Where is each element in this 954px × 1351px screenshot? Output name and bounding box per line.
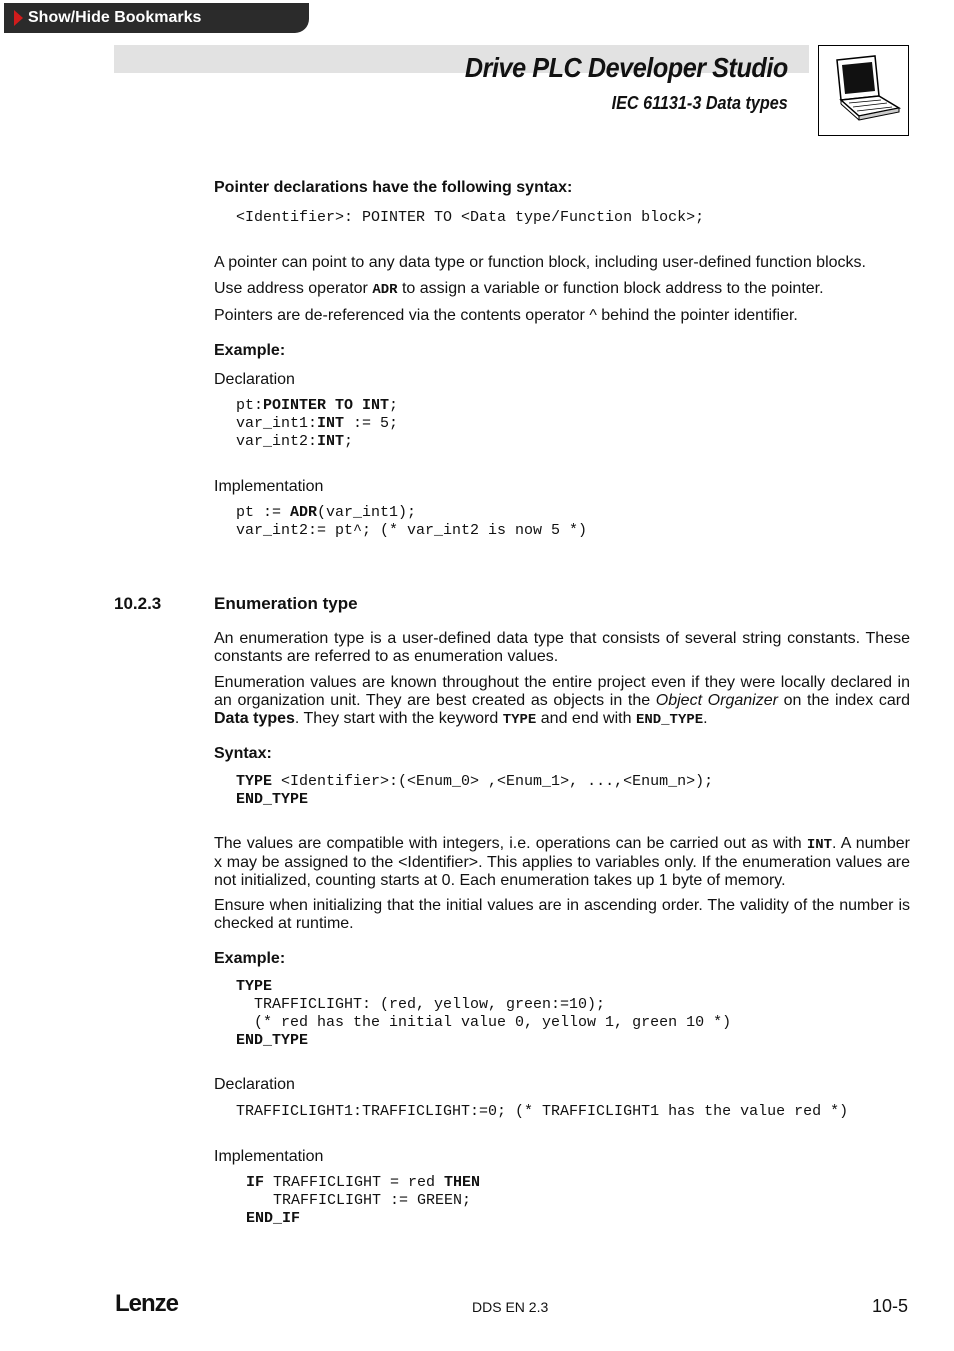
laptop-icon xyxy=(818,45,909,136)
enum-para-2: Enumeration values are known throughout the entire project even if they were locally declared in an organization unit. They are best created as objects in the Object Organizer on the index card Data types. They start with the keyword TYPE and end with END_TYPE. xyxy=(214,674,910,728)
enum-para-4: Ensure when initializing that the initial values are in ascending order. The validity of the number is checked at runtime. xyxy=(214,897,910,932)
enum-example-heading: Example: xyxy=(214,950,286,967)
pointer-declaration-label: Declaration xyxy=(214,371,295,388)
enum-para-1: An enumeration type is a user-defined data type that consists of several string constants. These constants are referred to as enumeration values. xyxy=(214,630,910,665)
code-line: var_int2:INT; xyxy=(236,433,354,450)
section-number: 10.2.3 xyxy=(114,594,162,613)
arrow-right-icon xyxy=(14,10,23,26)
code-line: pt := ADR(var_int1); xyxy=(236,504,417,521)
code-line: END_IF xyxy=(246,1210,301,1227)
enum-declaration-label: Declaration xyxy=(214,1076,295,1093)
pointer-syntax-code: <Identifier>: POINTER TO <Data type/Function block>; xyxy=(236,209,705,226)
enum-example-code xyxy=(236,978,731,1050)
code-line: pt:POINTER TO INT; xyxy=(236,397,399,414)
code-line: END_TYPE xyxy=(236,1032,309,1049)
enum-syntax-code xyxy=(236,773,713,809)
pointer-declaration-code xyxy=(236,397,398,451)
code-line: TRAFFICLIGHT: (red, yellow, green:=10); xyxy=(236,996,606,1013)
code-line: var_int2:= pt^; (* var_int2 is now 5 *) xyxy=(236,522,588,539)
code-line: TRAFFICLIGHT := GREEN; xyxy=(246,1192,472,1209)
pointer-para-3: Pointers are de-referenced via the contents operator ^ behind the pointer identifier. xyxy=(214,307,798,324)
pointer-para-1: A pointer can point to any data type or function block, including user-defined function blocks. xyxy=(214,254,866,271)
pointer-para-2: Use address operator ADR to assign a variable or function block address to the pointer. xyxy=(214,280,824,298)
pointer-implementation-label: Implementation xyxy=(214,478,324,495)
code-line: var_int1:INT := 5; xyxy=(236,415,399,432)
page-title: Drive PLC Developer Studio xyxy=(465,52,788,83)
enum-implementation-code xyxy=(246,1174,480,1228)
page-number: 10-5 xyxy=(871,1296,908,1316)
code-line: TYPE xyxy=(236,978,273,995)
bookmarks-button-label: Show/Hide Bookmarks xyxy=(28,9,202,26)
section-title: Enumeration type xyxy=(214,594,358,613)
page-subtitle: IEC 61131-3 Data types xyxy=(611,93,788,113)
lenze-logo: Lenze xyxy=(115,1290,179,1317)
code-line: TYPE <Identifier>:(<Enum_0> ,<Enum_1>, ...,<Enum_n>); xyxy=(236,773,714,790)
document-id: DDS EN 2.3 xyxy=(472,1299,549,1315)
pointer-syntax-heading: Pointer declarations have the following syntax: xyxy=(214,179,573,196)
enum-para-3: The values are compatible with integers, i.e. operations can be carried out as with INT. A number x may be assigned to the <Identifier>. This applies to variables only. If the enumeration values are not initialized, counting starts at 0. Each enumeration takes up 1 byte of memory. xyxy=(214,835,910,889)
code-line: END_TYPE xyxy=(236,791,309,808)
enum-declaration-code: TRAFFICLIGHT1:TRAFFICLIGHT:=0; (* TRAFFICLIGHT1 has the value red *) xyxy=(236,1103,849,1120)
show-hide-bookmarks-button[interactable] xyxy=(4,3,309,33)
code-line: (* red has the initial value 0, yellow 1, green 10 *) xyxy=(236,1014,732,1031)
enum-implementation-label: Implementation xyxy=(214,1148,324,1165)
code-line: IF TRAFFICLIGHT = red THEN xyxy=(246,1174,481,1191)
enum-syntax-heading: Syntax: xyxy=(214,745,272,762)
pointer-example-heading: Example: xyxy=(214,342,286,359)
pointer-implementation-code xyxy=(236,504,587,540)
